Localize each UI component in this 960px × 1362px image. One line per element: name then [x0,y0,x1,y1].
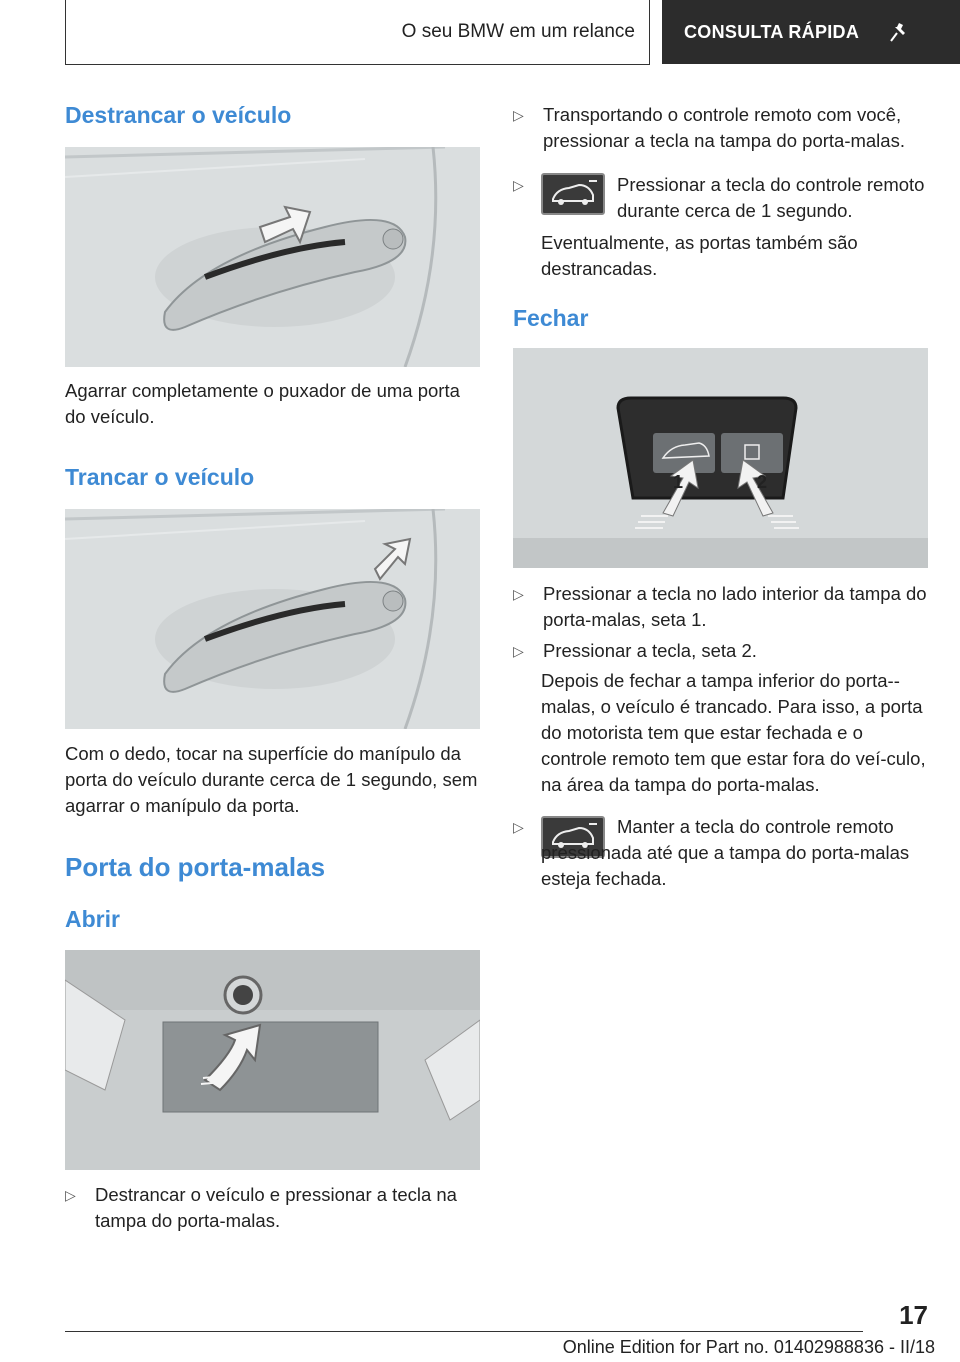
header-tab[interactable] [662,0,960,64]
pushpin-icon [887,21,909,43]
bullet-hold-remote-text: Manter a tecla do controle remoto pressionada até que a tampa do porta-malas esteja fechada. [541,816,910,889]
triangle-right-icon: ▷ [513,177,524,193]
lock-text: Com o dedo, tocar na superfície do manípulo da porta do veículo durante cerca de 1 segundo, sem agarrar o manípulo da porta. [65,743,478,816]
trunk-close-buttons-image [513,348,928,568]
lock-title: Trancar o veículo [65,464,255,490]
triangle-right-icon: ▷ [513,586,524,602]
image-label-2: 2 [757,472,768,492]
triangle-right-icon: ▷ [513,819,524,835]
trunk-open-image [65,950,480,1170]
triangle-right-icon: ▷ [513,107,524,123]
header-rule-bottom [65,64,649,65]
unlock-text: Agarrar completamente o puxador de uma porta do veículo. [65,380,460,427]
unlock-title: Destrancar o veículo [65,102,292,128]
image-label-1: 1 [673,472,684,492]
bullet-remote-press-text: Pressionar a tecla do controle remoto durante cerca de 1 segundo. [617,174,925,221]
header-section-title: O seu BMW em um relance [401,21,635,42]
door-handle-lock-image [65,509,480,729]
triangle-right-icon: ▷ [513,643,524,659]
bullet-remote-note: Eventualmente, as portas também são destrancadas. [541,232,858,279]
header-rule-right [649,0,650,65]
footer-rule [65,1331,863,1332]
triangle-right-icon: ▷ [65,1187,76,1203]
page-number: 17 [899,1300,928,1330]
footer-edition: Online Edition for Part no. 01402988836 - II/18 [562,1337,935,1357]
bullet-press-key-2-note: Depois de fechar a tampa inferior do porta--malas, o veículo é trancado. Para isso, a porta do motorista tem que estar fechada e o controle remoto tem que estar fora do veí-culo, na área da tampa do porta-malas. [541,670,926,795]
close-title: Fechar [513,305,589,331]
door-handle-unlock-image [65,147,480,367]
open-title: Abrir [65,906,120,932]
trunk-title: Porta do porta-malas [65,852,326,882]
trunk-key-icon [541,173,605,215]
header-tab-label: CONSULTA RÁPIDA [684,21,860,42]
